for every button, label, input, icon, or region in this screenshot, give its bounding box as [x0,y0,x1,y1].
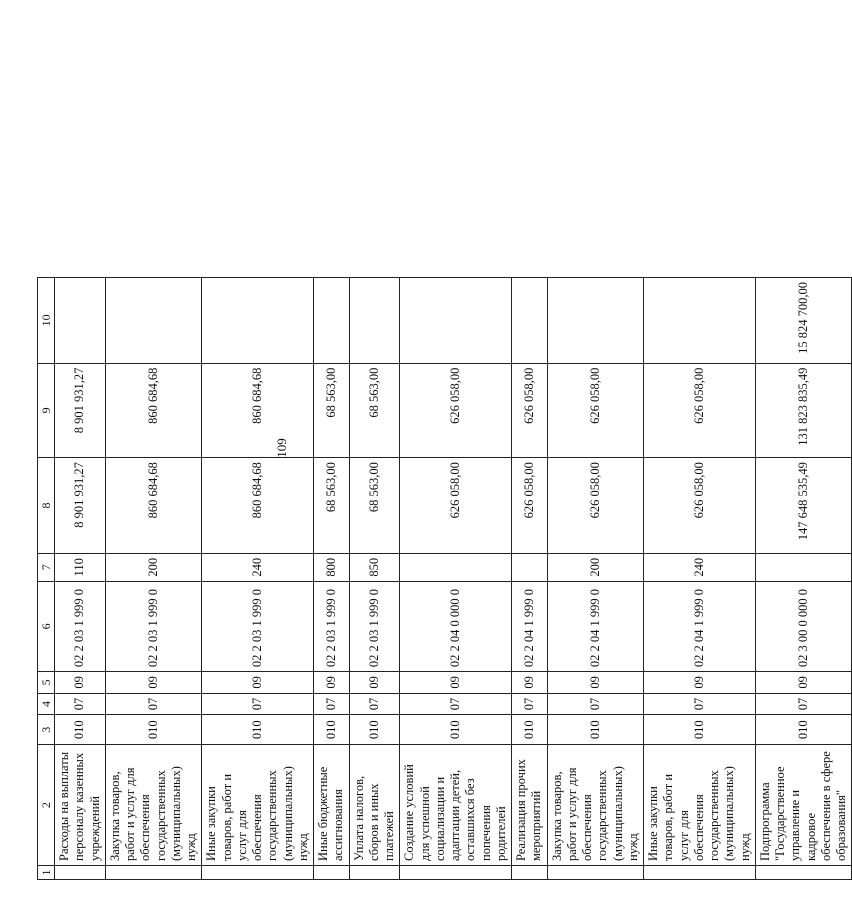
subsection-cell: 09 [547,672,644,694]
index-cell [105,866,202,880]
total-amount-cell: 626 058,00 [512,458,548,554]
total-amount-cell: 68 563,00 [314,458,350,554]
index-cell [55,866,106,880]
index-cell [314,866,350,880]
subsection-cell: 09 [55,672,106,694]
subsection-cell: 09 [512,672,548,694]
page-number: 109 [274,438,289,458]
total-amount-cell: 147 648 535,49 [755,458,852,554]
header-cell: 5 [38,672,55,694]
section-cell: 07 [349,693,400,715]
amount-col9-cell: 68 563,00 [349,363,400,457]
section-cell: 07 [105,693,202,715]
expense-type-cell: 200 [547,553,644,581]
amount-col10-cell [400,278,512,364]
name-cell: Создание условий для успешной социализации и адаптации детей, оставшихся без попечения родителей [400,745,512,866]
subsection-cell: 09 [755,672,852,694]
amount-col9-cell: 68 563,00 [314,363,350,457]
target-item-cell: 02 2 03 1 999 0 [202,581,314,671]
expense-type-cell: 800 [314,553,350,581]
section-cell: 07 [55,693,106,715]
subsection-cell: 09 [105,672,202,694]
section-cell: 07 [314,693,350,715]
ministry-code-cell: 010 [400,715,512,745]
subsection-cell: 09 [400,672,512,694]
name-cell: Уплата налогов, сборов и иных платежей [349,745,400,866]
name-cell: Иные закупки товаров, работ и услуг для обеспечения государственных (муниципальных) нужд [644,745,756,866]
index-cell [547,866,644,880]
ministry-code-cell: 010 [512,715,548,745]
name-cell: Реализация прочих мероприятий [512,745,548,866]
header-cell: 3 [38,715,55,745]
header-cell: 1 [38,866,55,880]
subsection-cell: 09 [202,672,314,694]
index-cell [644,866,756,880]
subsection-cell: 09 [314,672,350,694]
table-row [314,278,350,880]
target-item-cell: 02 2 04 1 999 0 [644,581,756,671]
target-item-cell: 02 2 04 1 999 0 [512,581,548,671]
ministry-code-cell: 010 [349,715,400,745]
total-amount-cell: 626 058,00 [644,458,756,554]
section-cell: 07 [644,693,756,715]
name-cell: Иные бюджетные ассигнования [314,745,350,866]
amount-col9-cell: 131 823 835,49 [755,363,852,457]
ministry-code-cell: 010 [55,715,106,745]
amount-col10-cell [547,278,644,364]
ministry-code-cell: 010 [547,715,644,745]
header-cell: 10 [38,278,55,364]
amount-col10-cell [512,278,548,364]
index-cell [202,866,314,880]
expense-type-cell [400,553,512,581]
table-row [202,278,314,880]
header-cell: 7 [38,553,55,581]
amount-col10-cell: 15 824 700,00 [755,278,852,364]
name-cell: Закупка товаров, работ и услуг для обеспечения государственных (муниципальных) нужд [105,745,202,866]
expense-type-cell [755,553,852,581]
expense-type-cell [512,553,548,581]
target-item-cell: 02 2 04 1 999 0 [547,581,644,671]
total-amount-cell: 626 058,00 [400,458,512,554]
subsection-cell: 09 [644,672,756,694]
ministry-code-cell: 010 [314,715,350,745]
total-amount-cell: 626 058,00 [547,458,644,554]
header-row [38,278,55,880]
amount-col10-cell [349,278,400,364]
total-amount-cell: 860 684,68 [105,458,202,554]
amount-col10-cell [105,278,202,364]
name-cell: Подпрограмма "Государственное управление и кадровое обеспечение в сфере образования" [755,745,852,866]
amount-col10-cell [314,278,350,364]
table-row [755,278,852,880]
target-item-cell: 02 3 00 0 000 0 [755,581,852,671]
index-cell [755,866,852,880]
amount-col9-cell: 626 058,00 [644,363,756,457]
name-cell: Расходы на выплаты персоналу казенных учреждений [55,745,106,866]
table-row [512,278,548,880]
total-amount-cell: 860 684,68 [202,458,314,554]
amount-col9-cell: 626 058,00 [400,363,512,457]
ministry-code-cell: 010 [202,715,314,745]
target-item-cell: 02 2 03 1 999 0 [55,581,106,671]
ministry-code-cell: 010 [105,715,202,745]
table-row [105,278,202,880]
amount-col9-cell: 626 058,00 [547,363,644,457]
expense-type-cell: 850 [349,553,400,581]
ministry-code-cell: 010 [755,715,852,745]
subsection-cell: 09 [349,672,400,694]
amount-col10-cell [202,278,314,364]
target-item-cell: 02 2 03 1 999 0 [314,581,350,671]
expense-type-cell: 110 [55,553,106,581]
target-item-cell: 02 2 03 1 999 0 [105,581,202,671]
table-row [349,278,400,880]
amount-col9-cell: 8 901 931,27 [55,363,106,457]
table-row [644,278,756,880]
budget-table-container [37,277,852,880]
target-item-cell: 02 2 04 0 000 0 [400,581,512,671]
total-amount-cell: 68 563,00 [349,458,400,554]
header-cell: 4 [38,693,55,715]
table-row [400,278,512,880]
index-cell [512,866,548,880]
amount-col9-cell: 860 684,68 [105,363,202,457]
amount-col10-cell [644,278,756,364]
header-cell: 9 [38,363,55,457]
header-cell: 2 [38,745,55,866]
section-cell: 07 [400,693,512,715]
section-cell: 07 [512,693,548,715]
section-cell: 07 [755,693,852,715]
name-cell: Иные закупки товаров, работ и услуг для обеспечения государственных (муниципальных) нужд [202,745,314,866]
amount-col10-cell [55,278,106,364]
table-row [55,278,106,880]
index-cell [400,866,512,880]
amount-col9-cell: 626 058,00 [512,363,548,457]
expense-type-cell: 240 [644,553,756,581]
total-amount-cell: 8 901 931,27 [55,458,106,554]
expense-type-cell: 200 [105,553,202,581]
index-cell [349,866,400,880]
amount-col9-cell: 860 684,68 [202,363,314,457]
table-row [547,278,644,880]
section-cell: 07 [202,693,314,715]
header-cell: 6 [38,581,55,671]
target-item-cell: 02 2 03 1 999 0 [349,581,400,671]
header-cell: 8 [38,458,55,554]
section-cell: 07 [547,693,644,715]
ministry-code-cell: 010 [644,715,756,745]
expense-type-cell: 240 [202,553,314,581]
name-cell: Закупка товаров, работ и услуг для обеспечения государственных (муниципальных) нужд [547,745,644,866]
budget-table [37,277,852,880]
